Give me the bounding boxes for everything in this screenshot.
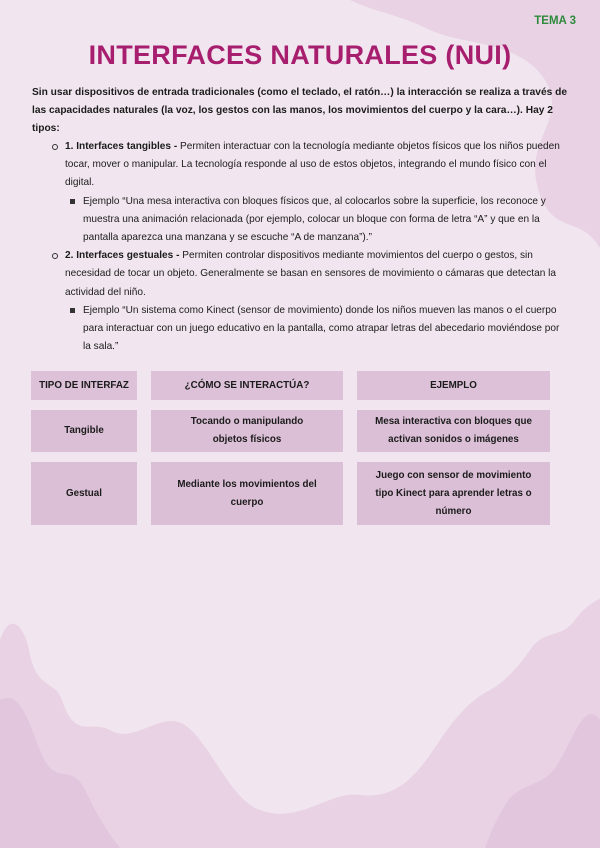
topic-label: TEMA 3 — [534, 15, 576, 27]
type-description: Permiten interactuar con la tecnología mediante objetos físicos que los niños pueden tocar, mover o manipular. La tecnología responde al uso de estos objetos, integrando el mundo físico con el digital. — [65, 141, 560, 189]
type-title: 2. Interfaces gestuales - — [65, 250, 180, 262]
table-cell: Tangible — [31, 410, 137, 452]
example-list — [65, 302, 570, 357]
example-item: Ejemplo “Una mesa interactiva con bloques físicos que, al colocarlos sobre la superficie, los reconoce y muestra una animación relacionada (por ejemplo, colocar un bloque con forma de letra “A” y que en la pantalla aparezca una manzana y se escuche “A de manzana”).” — [65, 193, 570, 248]
table-cell: Tocando o manipulando objetos físicos — [151, 410, 343, 452]
example-item: Ejemplo “Un sistema como Kinect (sensor de movimiento) donde los niños mueven las manos o el cuerpo para interactuar con un juego educativo en la pantalla, como atrapar letras del abecedario moviéndose por la sala.” — [65, 302, 570, 357]
table-header: ¿CÓMO SE INTERACTÚA? — [151, 371, 343, 400]
page-title: INTERFACES NATURALES (NUI) — [88, 40, 512, 70]
list-item — [52, 138, 570, 247]
table-header: EJEMPLO — [357, 371, 550, 400]
intro-text: Sin usar dispositivos de entrada tradicionales (como el teclado, el ratón…) la interacción se realiza a través de las capacidades naturales (la voz, los gestos con las manos, los movimientos del cuerpo y la cara…). Hay 2 tipos: — [32, 87, 568, 134]
types-list — [52, 138, 570, 356]
table-cell: Juego con sensor de movimiento tipo Kinect para aprender letras o número — [357, 462, 550, 525]
intro-paragraph — [32, 84, 572, 138]
table-cell: Mediante los movimientos del cuerpo — [151, 462, 343, 525]
example-list — [65, 193, 570, 248]
table-cell: Mesa interactiva con bloques que activan sonidos o imágenes — [357, 410, 550, 452]
type-title: 1. Interfaces tangibles - — [65, 141, 178, 152]
type-description: Permiten controlar dispositivos mediante movimientos del cuerpo o gestos, sin necesidad de tocar un objeto. Generalmente se basan en sensores de movimiento o cámaras que detectan la actividad del niño. — [65, 250, 556, 298]
table-cell: Gestual — [31, 462, 137, 525]
list-item — [52, 247, 570, 356]
table-header: TIPO DE INTERFAZ — [31, 371, 137, 400]
